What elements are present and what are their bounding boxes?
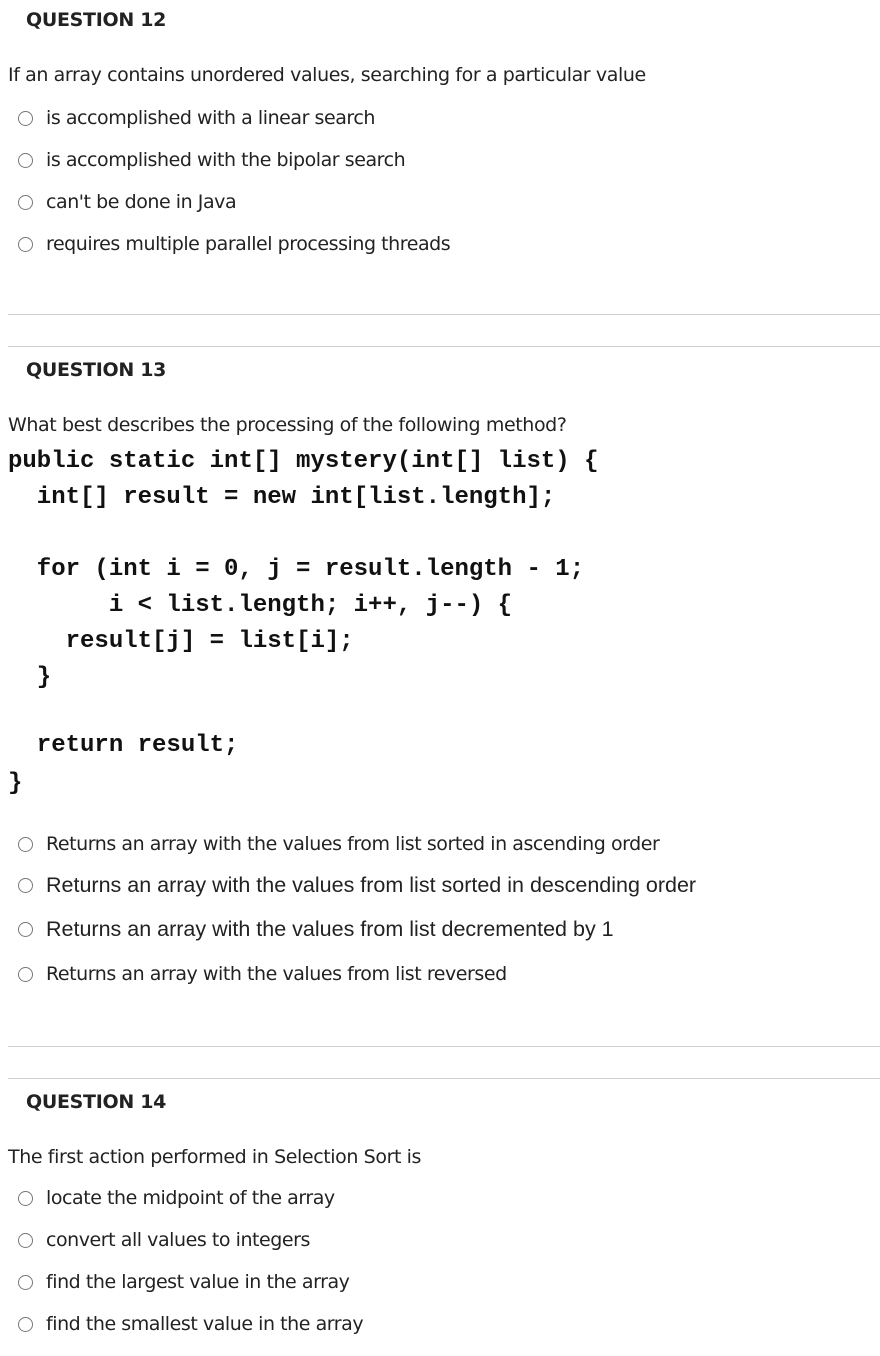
code-line: result[j] = list[i];	[8, 628, 354, 655]
radio-button[interactable]	[18, 837, 33, 852]
question-13-prompt: What best describes the processing of the following method?	[8, 414, 567, 436]
option-label: is accomplished with a linear search	[46, 107, 375, 129]
q12-option-3[interactable]	[18, 191, 236, 213]
q14-option-2[interactable]	[18, 1229, 310, 1251]
question-14-prompt: The first action performed in Selection Sort is	[8, 1146, 422, 1168]
code-line: i < list.length; i++, j--) {	[8, 592, 513, 619]
radio-button[interactable]	[18, 237, 33, 252]
radio-button[interactable]	[18, 922, 33, 937]
option-label: convert all values to integers	[46, 1229, 310, 1251]
code-line: public static int[] mystery(int[] list) {	[8, 448, 599, 475]
question-12-prompt: If an array contains unordered values, searching for a particular value	[8, 64, 646, 86]
code-line: for (int i = 0, j = result.length - 1;	[8, 556, 585, 583]
q13-option-2[interactable]	[18, 873, 696, 898]
question-divider	[8, 346, 880, 347]
code-line: int[] result = new int[list.length];	[8, 484, 556, 511]
question-divider	[8, 1078, 880, 1079]
radio-button[interactable]	[18, 878, 33, 893]
code-line: }	[8, 664, 52, 691]
q13-option-1[interactable]	[18, 833, 659, 855]
option-label: locate the midpoint of the array	[46, 1187, 335, 1209]
question-13-title: QUESTION 13	[26, 359, 167, 381]
option-label: Returns an array with the values from list decremented by 1	[46, 917, 614, 941]
option-label: find the largest value in the array	[46, 1271, 350, 1293]
question-12-title: QUESTION 12	[26, 9, 167, 31]
option-label: requires multiple parallel processing threads	[46, 233, 451, 255]
option-label: find the smallest value in the array	[46, 1313, 364, 1335]
radio-button[interactable]	[18, 1233, 33, 1248]
q14-option-3[interactable]	[18, 1271, 349, 1293]
option-label: Returns an array with the values from list reversed	[46, 963, 507, 985]
q12-option-4[interactable]	[18, 233, 450, 255]
radio-button[interactable]	[18, 195, 33, 210]
radio-button[interactable]	[18, 1317, 33, 1332]
q14-option-4[interactable]	[18, 1313, 363, 1335]
question-14-title: QUESTION 14	[26, 1091, 167, 1113]
question-divider	[8, 314, 880, 315]
option-label: is accomplished with the bipolar search	[46, 149, 406, 171]
option-label: Returns an array with the values from list sorted in descending order	[46, 873, 697, 897]
q13-option-3[interactable]	[18, 917, 614, 942]
radio-button[interactable]	[18, 111, 33, 126]
option-label: Returns an array with the values from list sorted in ascending order	[46, 833, 660, 855]
q14-option-1[interactable]	[18, 1187, 335, 1209]
q12-option-1[interactable]	[18, 107, 375, 129]
q12-option-2[interactable]	[18, 149, 405, 171]
radio-button[interactable]	[18, 1275, 33, 1290]
code-line: }	[8, 770, 23, 797]
question-divider	[8, 1046, 880, 1047]
radio-button[interactable]	[18, 1191, 33, 1206]
code-line: return result;	[8, 732, 239, 759]
option-label: can't be done in Java	[46, 191, 237, 213]
radio-button[interactable]	[18, 967, 33, 982]
radio-button[interactable]	[18, 153, 33, 168]
q13-option-4[interactable]	[18, 963, 507, 985]
